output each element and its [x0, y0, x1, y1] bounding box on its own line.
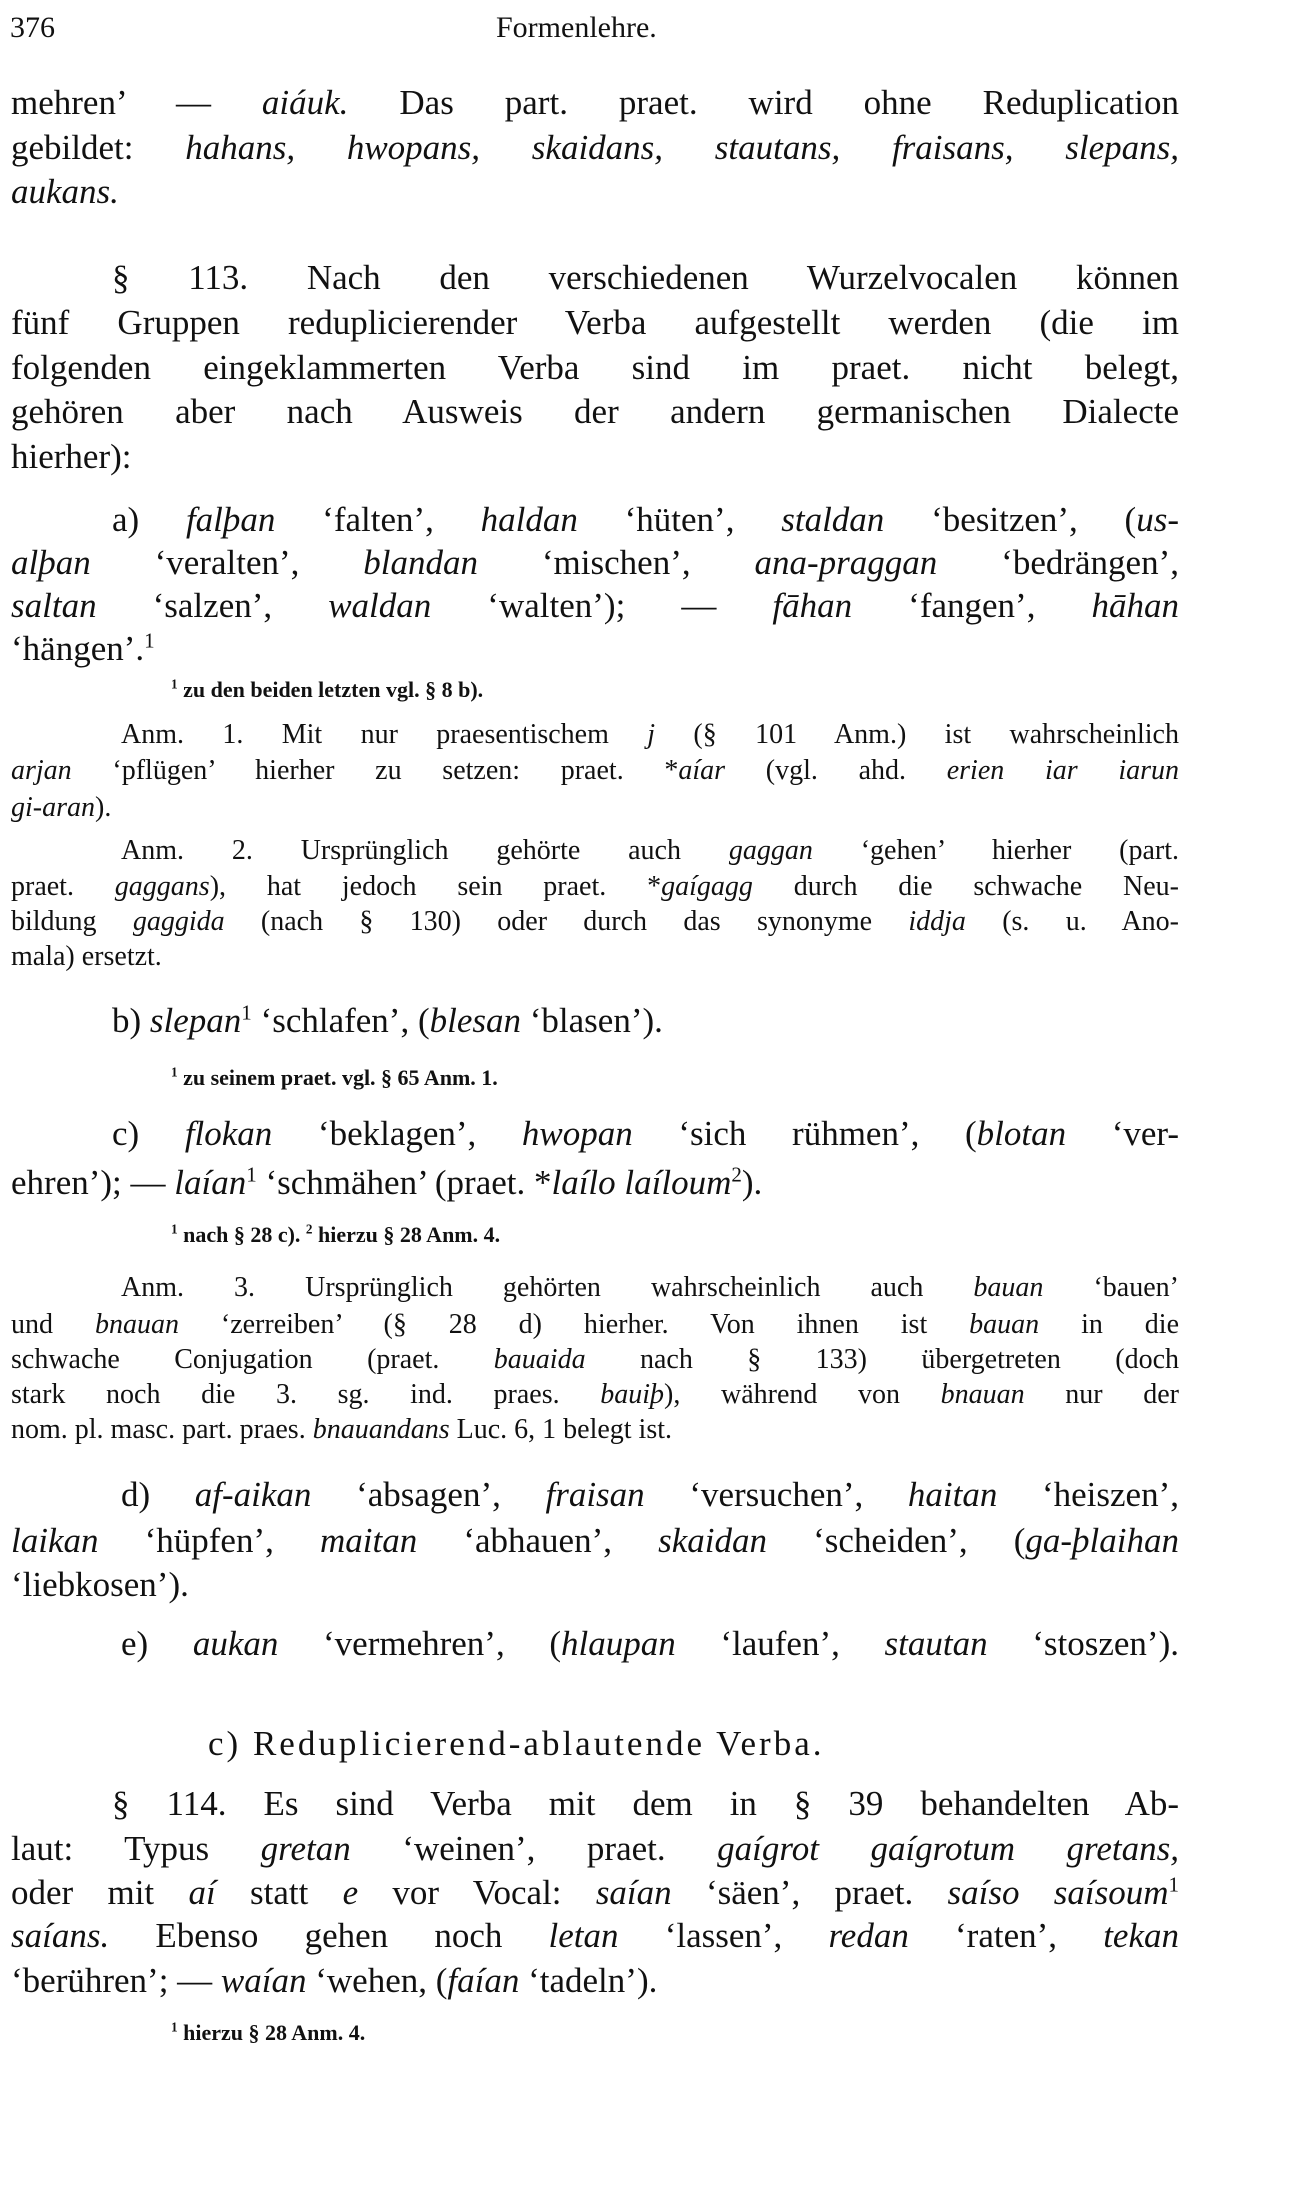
- text-run: ‘walten’); —: [431, 586, 773, 625]
- footnote: [171, 1221, 500, 1249]
- italic-term: laían: [174, 1163, 247, 1202]
- section-114-heading-line: [112, 1782, 1179, 1826]
- text-run: praet.: [11, 871, 115, 902]
- text-run: nach § 28 c).: [177, 1222, 306, 1247]
- text-run: gebildet:: [11, 128, 186, 167]
- text-run: ‘zerreiben’ (§ 28 d) hierher. Von ihnen ist: [178, 1309, 970, 1340]
- text-run: folgenden eingeklammerten Verba sind im praet. nicht belegt,: [11, 348, 1179, 387]
- text-run: ‘abhauen’,: [417, 1521, 659, 1560]
- italic-term: gaggan: [728, 835, 813, 866]
- text-run: d): [121, 1475, 195, 1514]
- italic-term: haitan: [907, 1475, 998, 1514]
- text-line: [11, 754, 1179, 788]
- text-run: nur der: [1024, 1379, 1179, 1410]
- text-run: ‘säen’, praet.: [671, 1873, 948, 1912]
- group-e-line: [121, 1622, 1179, 1666]
- text-line: [11, 1914, 1179, 1958]
- text-run: ‘pflügen’ hierher zu setzen: praet. *: [71, 755, 679, 786]
- text-run: Anm. 2. Ursprünglich gehörte auch: [121, 835, 729, 866]
- page-number: 376: [10, 11, 55, 44]
- italic-term: hāhan: [1091, 586, 1179, 625]
- italic-term: aukan: [192, 1624, 279, 1663]
- text-run: (s. u. Ano-: [965, 906, 1179, 937]
- italic-term: saíso saísoum: [947, 1873, 1169, 1912]
- italic-term: gi-aran: [11, 792, 95, 823]
- text-run: hierzu § 28 Anm. 4.: [312, 1222, 501, 1247]
- italic-term: slepan: [149, 1001, 242, 1040]
- text-run: fünf Gruppen reduplicierender Verba aufgestellt werden (die im: [11, 303, 1179, 342]
- italic-term: laikan: [11, 1521, 99, 1560]
- italic-term: fraisan: [545, 1475, 645, 1514]
- text-line: [11, 584, 1179, 628]
- italic-term: bauaida: [493, 1344, 586, 1375]
- text-run: ).: [741, 1163, 763, 1202]
- text-run: Ebenso gehen noch: [109, 1916, 549, 1955]
- text-run: gehören aber nach Ausweis der andern germanischen Dialecte: [11, 392, 1179, 431]
- text-line: [11, 390, 1179, 434]
- italic-term: j: [647, 719, 656, 750]
- text-run: und: [11, 1309, 95, 1340]
- text-run: ‘hüten’,: [577, 500, 782, 539]
- text-run: ‘versuchen’,: [644, 1475, 908, 1514]
- italic-term: staldan: [781, 500, 885, 539]
- text-line: [11, 1378, 1179, 1412]
- text-run: laut: Typus: [11, 1829, 261, 1868]
- italic-term: alþan: [11, 543, 91, 582]
- italic-term: gaígrot gaígrotum gretans,: [717, 1829, 1179, 1868]
- italic-term: gaggida: [132, 906, 225, 937]
- group-d-line: [121, 1473, 1179, 1517]
- text-run: ‘besitzen’, (: [884, 500, 1137, 539]
- italic-term: saían: [595, 1873, 672, 1912]
- text-run: ‘berühren’; —: [11, 1961, 221, 2000]
- text-line: [11, 1413, 672, 1447]
- text-run: Luc. 6, 1 belegt ist.: [449, 1414, 673, 1445]
- footnote-marker: 1: [246, 1162, 257, 1187]
- text-run: ‘wehen, (: [306, 1961, 448, 2000]
- text-line: [11, 170, 119, 214]
- text-run: ‘fangen’,: [852, 586, 1092, 625]
- italic-term: hwopan: [521, 1114, 633, 1153]
- italic-term: faían: [447, 1961, 520, 2000]
- italic-term: bnauan: [940, 1379, 1025, 1410]
- footnote-marker: 1: [171, 1221, 178, 1237]
- text-run: Das part. praet. wird ohne Reduplication: [348, 83, 1179, 122]
- text-run: e): [121, 1624, 193, 1663]
- footnote-marker: 2: [305, 1221, 313, 1237]
- text-run: ), während von: [664, 1379, 941, 1410]
- text-run: ‘salzen’,: [96, 586, 329, 625]
- text-line: [11, 627, 155, 671]
- italic-term: gaígagg: [661, 871, 753, 902]
- italic-term: bauan: [969, 1309, 1040, 1340]
- italic-term: falþan: [185, 500, 276, 539]
- text-run: ‘liebkosen’).: [11, 1565, 189, 1604]
- footnote-marker: 1: [171, 2019, 178, 2035]
- italic-term: waldan: [328, 586, 432, 625]
- text-run: ‘schlafen’, (: [251, 1001, 430, 1040]
- section-113-heading-line: [112, 256, 1179, 300]
- text-run: ‘hängen’.: [11, 629, 145, 668]
- text-run: stark noch die 3. sg. ind. praes.: [11, 1379, 601, 1410]
- italic-term: saltan: [11, 586, 97, 625]
- text-run: ‘bauen’: [1043, 1272, 1179, 1303]
- italic-term: haldan: [480, 500, 578, 539]
- text-run: ehren’); —: [11, 1163, 175, 1202]
- italic-term: hahans, hwopans, skaidans, stautans, fraisans, slepans,: [185, 128, 1180, 167]
- text-line: [11, 870, 1179, 904]
- italic-term: bauiþ: [600, 1379, 665, 1410]
- text-run: ‘ver-: [1066, 1114, 1180, 1153]
- text-run: ‘stoszen’).: [987, 1624, 1179, 1663]
- italic-term: gaggans: [114, 871, 210, 902]
- text-line: [11, 301, 1179, 345]
- italic-term: bnauan: [94, 1309, 179, 1340]
- text-run: ‘falten’,: [275, 500, 481, 539]
- text-run: (vgl. ahd.: [725, 755, 947, 786]
- text-run: ‘gehen’ hierher (part.: [812, 835, 1179, 866]
- italic-term: blesan: [429, 1001, 522, 1040]
- text-run: schwache Conjugation (praet.: [11, 1344, 494, 1375]
- text-run: Anm. 1. Mit nur praesentischem: [121, 719, 648, 750]
- text-run: § 113. Nach den verschiedenen Wurzelvocalen können: [112, 258, 1179, 297]
- italic-term: aiáuk.: [261, 83, 349, 122]
- footnote-marker: 1: [1168, 1872, 1179, 1897]
- anmerkung-2-line: [121, 834, 1179, 868]
- text-run: ).: [95, 792, 112, 823]
- text-line: [11, 1563, 189, 1607]
- text-run: mehren’ —: [11, 83, 262, 122]
- text-run: § 114. Es sind Verba mit dem in § 39 behandelten Ab-: [112, 1784, 1179, 1823]
- text-run: (nach § 130) oder durch das synonyme: [224, 906, 909, 937]
- group-c-line: [112, 1112, 1179, 1156]
- text-run: ‘absagen’,: [311, 1475, 546, 1514]
- italic-term: tekan: [1103, 1916, 1179, 1955]
- group-b-line: [112, 999, 663, 1043]
- footnote-marker: 1: [171, 1064, 178, 1080]
- text-line: [11, 1871, 1179, 1915]
- text-run: ‘schmähen’ (praet. *: [256, 1163, 552, 1202]
- footnote: [171, 1064, 498, 1092]
- footnote-marker: 2: [731, 1162, 742, 1187]
- text-run: ‘heiszen’,: [997, 1475, 1179, 1514]
- italic-term: blotan: [976, 1114, 1067, 1153]
- italic-term: arjan: [11, 755, 72, 786]
- text-line: [11, 435, 131, 479]
- text-run: ‘blasen’).: [521, 1001, 663, 1040]
- footnote-marker: 1: [171, 676, 178, 692]
- italic-term: erien iar iarun: [946, 755, 1179, 786]
- text-run: ‘lassen’,: [618, 1916, 829, 1955]
- text-line: [11, 1308, 1179, 1342]
- italic-term: bauan: [973, 1272, 1044, 1303]
- text-run: Anm. 3. Ursprünglich gehörten wahrscheinlich auch: [121, 1272, 974, 1303]
- text-run: ‘veralten’,: [90, 543, 364, 582]
- group-a-line: [112, 498, 1179, 542]
- text-line: [11, 791, 111, 825]
- text-run: (§ 101 Anm.) ist wahrscheinlich: [655, 719, 1179, 750]
- italic-term: fāhan: [772, 586, 853, 625]
- italic-term: iddja: [908, 906, 966, 937]
- text-run: in die: [1039, 1309, 1179, 1340]
- text-run: ‘raten’,: [908, 1916, 1104, 1955]
- italic-term: hlaupan: [561, 1624, 676, 1663]
- text-run: durch die schwache Neu-: [752, 871, 1179, 902]
- text-run: hierher):: [11, 437, 132, 476]
- italic-term: redan: [828, 1916, 909, 1955]
- text-line: [11, 1343, 1179, 1377]
- italic-term: laílo laíloum: [551, 1163, 732, 1202]
- text-run: nach § 133) übergetreten (doch: [585, 1344, 1179, 1375]
- footnote-marker: 1: [241, 1000, 252, 1025]
- footnote-marker: 1: [144, 628, 155, 653]
- text-run: ‘tadeln’).: [519, 1961, 658, 2000]
- text-line: [11, 346, 1179, 390]
- text-run: nom. pl. masc. part. praes.: [11, 1414, 313, 1445]
- text-run: statt: [215, 1873, 343, 1912]
- text-run: vor Vocal:: [358, 1873, 596, 1912]
- text-line: [11, 940, 162, 974]
- text-run: ‘weinen’, praet.: [350, 1829, 718, 1868]
- italic-term: aí: [188, 1873, 216, 1912]
- italic-term: flokan: [184, 1114, 273, 1153]
- anmerkung-3-line: [121, 1271, 1179, 1305]
- text-run: ‘hüpfen’,: [98, 1521, 320, 1560]
- text-run: ‘sich rühmen’, (: [632, 1114, 977, 1153]
- footnote: [171, 676, 483, 704]
- text-run: ‘mischen’,: [478, 543, 755, 582]
- text-run: ), hat jedoch sein praet. *: [209, 871, 662, 902]
- text-line: [11, 1959, 657, 2003]
- text-line: [11, 126, 1179, 170]
- italic-term: skaidan: [658, 1521, 767, 1560]
- text-line: [11, 1827, 1179, 1871]
- italic-term: maitan: [319, 1521, 418, 1560]
- italic-term: gretan: [260, 1829, 351, 1868]
- italic-term: waían: [220, 1961, 307, 2000]
- text-run: oder mit: [11, 1873, 189, 1912]
- text-run: b): [112, 1001, 150, 1040]
- text-run: ‘beklagen’,: [272, 1114, 522, 1153]
- text-line: [11, 541, 1179, 585]
- running-title: Formenlehre.: [496, 11, 657, 44]
- italic-term: stautan: [884, 1624, 988, 1663]
- italic-term: blandan: [363, 543, 479, 582]
- text-run: ‘scheiden’, (: [766, 1521, 1026, 1560]
- text-run: a): [112, 500, 186, 539]
- text-run: bildung: [11, 906, 133, 937]
- italic-term: letan: [548, 1916, 619, 1955]
- italic-term: us-: [1136, 500, 1179, 539]
- text-run: c) Reduplicierend-ablautende Verba.: [208, 1724, 825, 1763]
- italic-term: e: [342, 1873, 359, 1912]
- italic-term: aukans.: [11, 172, 119, 211]
- text-run: zu den beiden letzten vgl. § 8 b).: [177, 677, 484, 702]
- subsection-heading: [208, 1722, 824, 1766]
- footnote: [171, 2019, 365, 2047]
- italic-term: ga-þlaihan: [1025, 1521, 1179, 1560]
- text-run: ‘vermehren’, (: [278, 1624, 561, 1663]
- text-line: [11, 81, 1179, 125]
- text-line: [11, 905, 1179, 939]
- text-line: [11, 1161, 762, 1205]
- italic-term: saíans.: [11, 1916, 110, 1955]
- text-run: zu seinem praet. vgl. § 65 Anm. 1.: [177, 1065, 498, 1090]
- text-run: ‘bedrängen’,: [937, 543, 1179, 582]
- text-run: mala) ersetzt.: [11, 941, 162, 972]
- italic-term: ana-praggan: [754, 543, 938, 582]
- text-run: c): [112, 1114, 185, 1153]
- italic-term: af-aikan: [194, 1475, 312, 1514]
- text-line: [11, 1519, 1179, 1563]
- text-run: ‘laufen’,: [675, 1624, 885, 1663]
- text-run: hierzu § 28 Anm. 4.: [177, 2020, 366, 2045]
- italic-term: bnauandans: [312, 1414, 450, 1445]
- italic-term: aíar: [678, 755, 726, 786]
- anmerkung-1-line: [121, 718, 1179, 752]
